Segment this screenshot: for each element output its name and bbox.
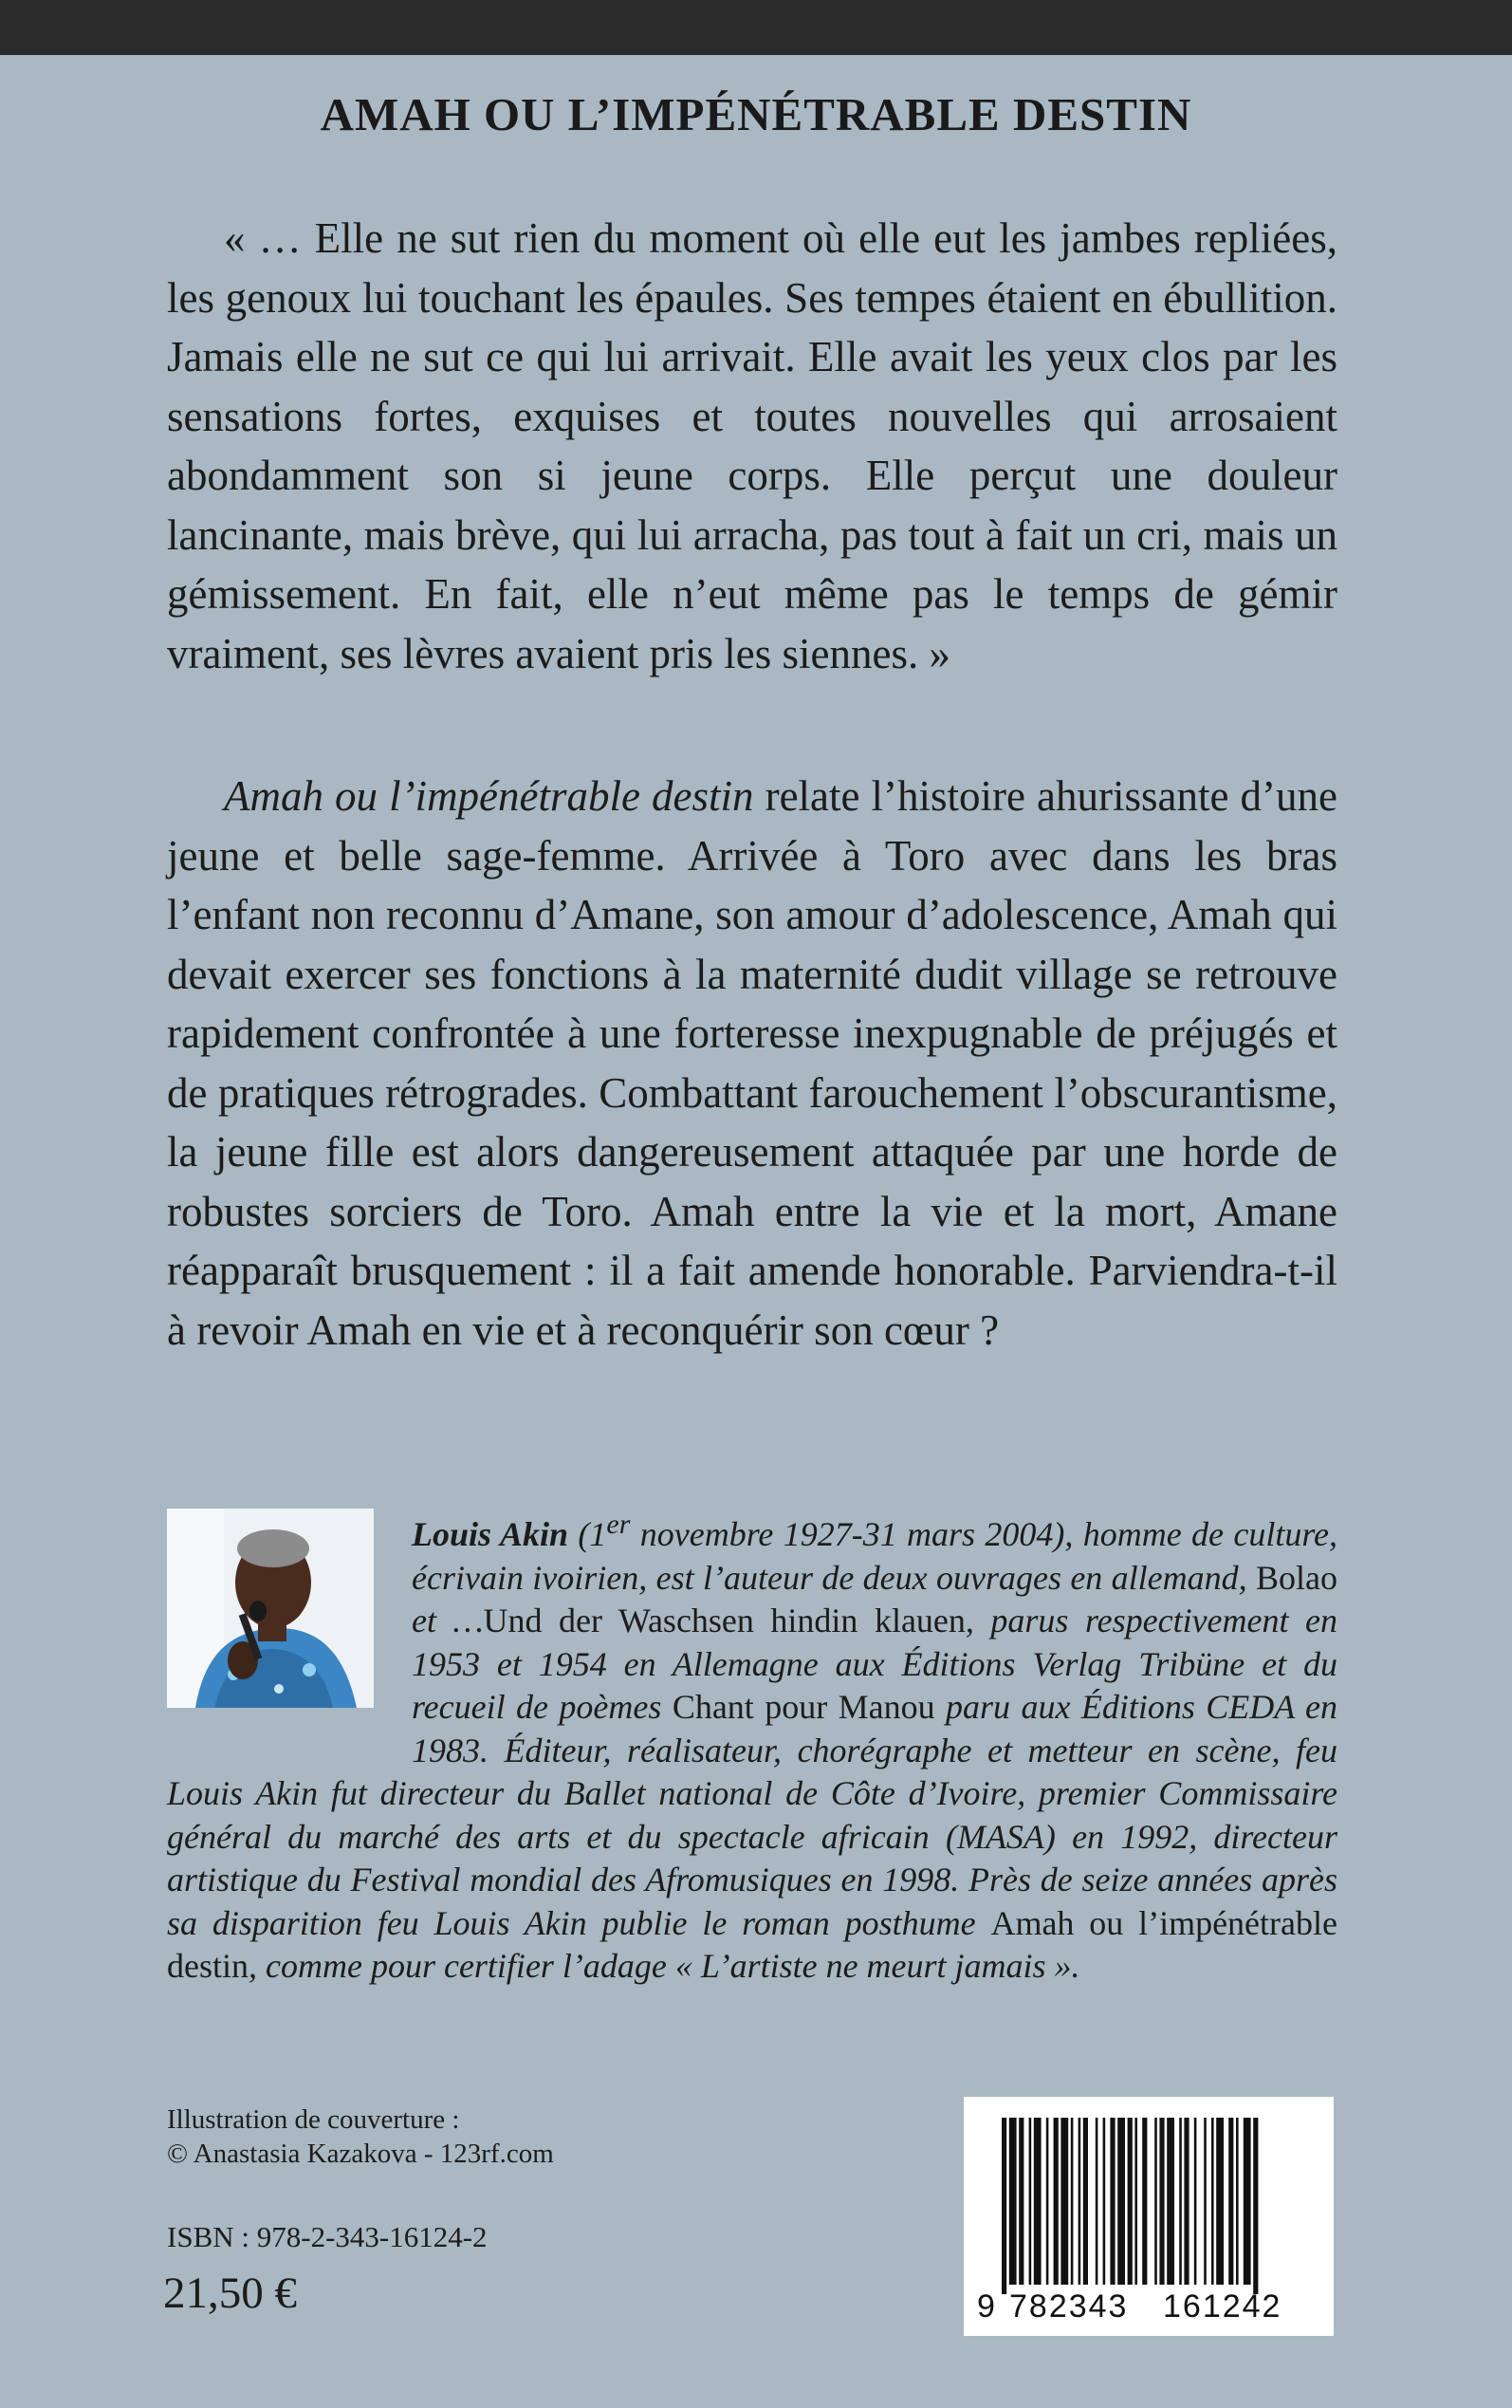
bio-book-2: Und der Waschsen hindin klauen	[483, 1602, 966, 1639]
barcode-bar	[1167, 2118, 1174, 2285]
barcode-bar	[1134, 2118, 1137, 2285]
barcode-bar	[1029, 2118, 1032, 2285]
barcode-digit-first: 9	[977, 2288, 995, 2325]
barcode-bar	[1019, 2118, 1023, 2285]
cover-credit	[167, 2102, 554, 2171]
barcode-digits-left: 782343	[1009, 2288, 1129, 2325]
bio-book-1: Bolao	[1256, 1558, 1337, 1597]
excerpt-quote: « … Elle ne sut rien du moment où elle eut les jambes repliées, les genoux lui touchant les épaules. Ses tempes étaient en ébullition. Jamais elle ne sut ce qui lui arrivait. Elle avait les yeux clos par les sensations fortes, exquises et toutes nouvelles qui arrosaient abondamment son si jeune corps. Elle perçut une douleur lancinante, mais brève, qui lui arracha, pas tout à fait un cri, mais un gémissement. En fait, elle n’eut même pas le temps de gémir vraiment, ses lèvres avaient pris les siennes. »	[167, 214, 1337, 677]
price: 21,50 €	[163, 2269, 297, 2318]
barcode-bar	[1253, 2118, 1258, 2294]
barcode	[964, 2097, 1334, 2336]
barcode-bar	[1071, 2118, 1074, 2285]
book-summary	[167, 767, 1337, 1360]
barcode-bar	[1142, 2118, 1147, 2285]
barcode-graphic	[964, 2097, 1334, 2336]
barcode-bar	[1083, 2118, 1088, 2285]
barcode-bar	[1046, 2118, 1049, 2285]
barcode-bar	[1244, 2118, 1251, 2285]
top-dark-band	[0, 0, 1512, 55]
barcode-bar	[1184, 2118, 1189, 2285]
bio-book-3: Chant pour Manou	[672, 1688, 935, 1726]
book-title: AMAH OU L’IMPÉNÉTRABLE DESTIN	[320, 88, 1192, 140]
author-name: Louis Akin	[412, 1515, 569, 1553]
barcode-bar	[1034, 2118, 1042, 2285]
barcode-bar	[1216, 2118, 1224, 2285]
barcode-bar	[1236, 2118, 1239, 2285]
isbn: ISBN : 978-2-343-16124-2	[167, 2220, 488, 2253]
bio-part-4: paru aux Éditions CEDA en 1983. Éditeur, réalisateur, chorégraphe et metteur en scène, feu Louis Akin fut directeur du Ballet national de Côte d’Ivoire, premier Commissaire général du marché des arts et du spectacle africain (MASA) en 1992, directeur artistique du Festival mondial des Afromusiques en 1998. Près de seize années après sa disparition feu Louis Akin publie le roman posthume	[167, 1688, 1338, 1942]
bio-part-1: novembre 1927-31 mars 2004), homme de culture, écrivain ivoirien, est l’auteur de deux ouvrages en allemand,	[412, 1515, 1337, 1597]
barcode-bar	[1054, 2118, 1059, 2285]
summary-text: relate l’histoire ahurissante d’une jeune et belle sage-femme. Arrivée à Toro avec dans les bras l’enfant non reconnu d’Amane, son amour d’adolescence, Amah qui devait exercer ses fonctions à la maternité dudit village se retrouve rapidement confrontée à une forteresse inexpugnable de préjugés et de pratiques rétrogrades. Combattant farouchement l’obscurantisme, la jeune fille est alors dangereusement attaquée par une horde de robustes sorciers de Toro. Amah entre la vie et la mort, Amane réapparaît brusquement : il a fait amende honorable. Parviendra-t-il à revoir Amah en vie et à reconquérir son cœur ?	[167, 772, 1337, 1354]
credit-line-2: © Anastasia Kazakova - 123rf.com	[167, 2139, 554, 2169]
author-bio	[167, 1503, 1337, 1989]
credit-line-1: Illustration de couverture :	[167, 2104, 460, 2135]
bio-part-2: et …	[412, 1602, 484, 1639]
bio-part-3: , parus respectivement en 1953 et 1954 en Allemagne aux Éditions Verlag Tribüne et du recueil de poèmes	[412, 1602, 1338, 1726]
barcode-bar	[1179, 2118, 1182, 2285]
barcode-bar	[1228, 2118, 1233, 2285]
barcode-bar	[1110, 2118, 1115, 2285]
barcode-bar	[1117, 2118, 1125, 2285]
barcode-bar	[1079, 2118, 1081, 2285]
barcode-bar	[1128, 2118, 1133, 2285]
bio-book-4: Amah ou l’impénétrable destin	[167, 1903, 1337, 1985]
barcode-bar	[1159, 2118, 1164, 2285]
photo-text-wrap-space	[167, 1503, 412, 1754]
barcode-bar	[1002, 2118, 1006, 2294]
barcode-bar	[1154, 2118, 1157, 2285]
barcode-digits-right: 161242	[1163, 2288, 1282, 2325]
barcode-bar	[1096, 2118, 1098, 2285]
barcode-bar	[1060, 2118, 1068, 2285]
bio-part-5: , comme pour certifier l’adage « L’artiste ne meurt jamais ».	[249, 1947, 1080, 1985]
bio-superscript: er	[606, 1509, 631, 1540]
barcode-bar	[1009, 2118, 1017, 2285]
barcode-bar	[1103, 2118, 1106, 2285]
bio-dates-open: (1	[568, 1515, 607, 1553]
summary-book-title: Amah ou l’impénétrable destin	[224, 772, 754, 820]
barcode-bar	[1211, 2118, 1214, 2285]
barcode-bar	[1194, 2118, 1197, 2285]
barcode-bar	[1204, 2118, 1207, 2285]
